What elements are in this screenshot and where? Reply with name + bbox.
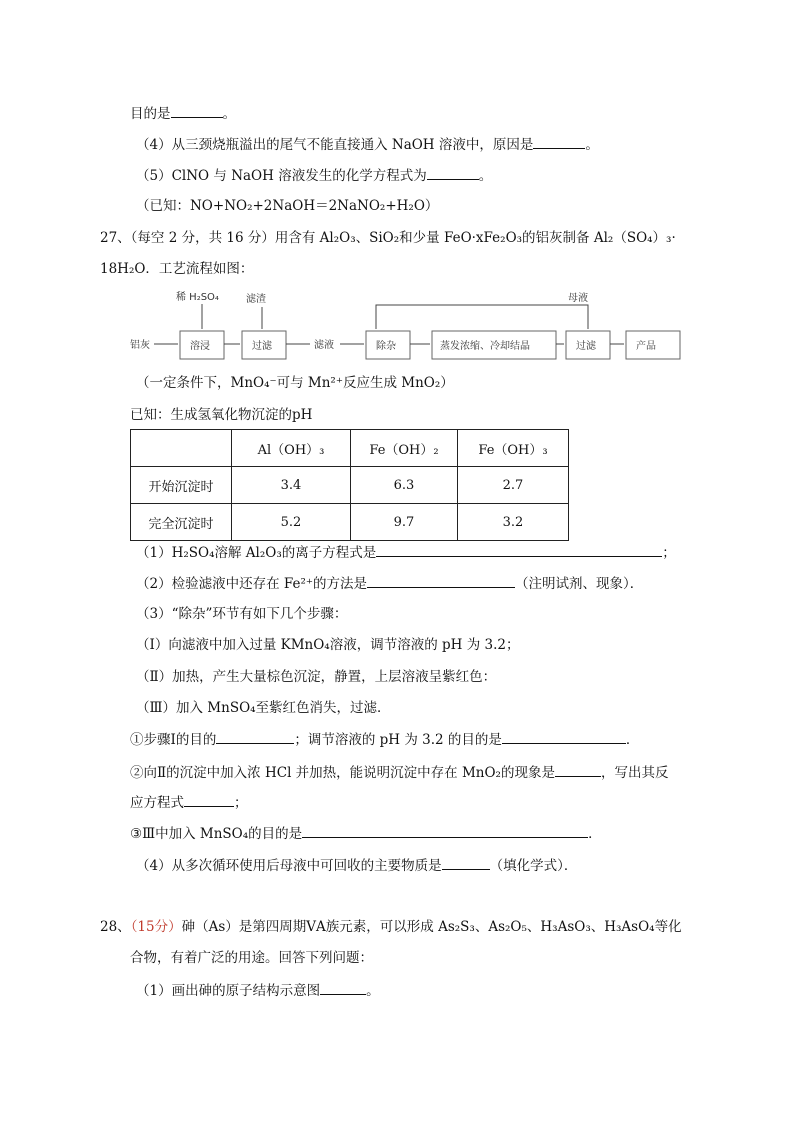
answer-blank[interactable] [320, 980, 366, 995]
answer-blank[interactable] [533, 134, 585, 149]
flow-box-label: 产品 [636, 341, 656, 352]
question-4: （4）从三颈烧瓶溢出的尾气不能直接通入 NaOH 溶液中，原因是 。 [136, 134, 599, 155]
recycle-arrow [376, 305, 588, 329]
sub-question-2: ②向Ⅱ的沉淀中加入浓 HCl 并加热，能说明沉淀中存在 MnO₂的现象是 ，写出其反 [130, 762, 668, 783]
question-27-heading: 27、（每空 2 分，共 16 分）用含有 Al₂O₃、SiO₂和少量 FeO·xFe₂O₃的铝灰制备 Al₂（SO₄）₃· [100, 230, 676, 246]
flow-box-label: 除杂 [376, 341, 396, 352]
flow-filtrate-label: 滤液 [314, 340, 334, 351]
table-cell: 5.2 [232, 504, 351, 541]
answer-blank[interactable] [184, 792, 234, 807]
question-28-heading: 28、（15分）砷（As）是第四周期ⅤA族元素，可以形成 As₂S₃、As₂O₅、H₃AsO₃、H₃AsO₄等化 [100, 919, 682, 935]
line-purpose: 目的是 。 [130, 103, 236, 124]
question-28-1: （1）画出砷的原子结构示意图 。 [136, 980, 380, 1001]
table-cell: 3.4 [232, 467, 351, 504]
answer-blank[interactable] [171, 103, 223, 118]
question-27-2: （2）检验滤液中还存在 Fe²⁺的方法是 （注明试剂、现象）． [136, 573, 643, 594]
ph-table [130, 429, 569, 541]
table-cell: Al（OH）₃ [232, 430, 351, 467]
answer-blank[interactable] [302, 823, 588, 838]
step-3: （Ⅲ）加入 MnSO₄至紫红色消失，过滤． [136, 700, 391, 716]
step-2: （Ⅱ）加热，产生大量棕色沉淀，静置，上层溶液呈紫红色： [136, 669, 497, 685]
table-cell: 3.2 [458, 504, 569, 541]
answer-blank[interactable] [216, 729, 294, 744]
sub-question-1: ①步骤Ⅰ的目的 ；调节溶液的 pH 为 3.2 的目的是 ． [130, 729, 639, 750]
flow-start-label: 铝灰 [130, 340, 150, 351]
table-row [131, 504, 569, 541]
flow-box-label: 过滤 [576, 341, 596, 352]
flow-box-label: 蒸发浓缩、冷却结晶 [440, 341, 530, 352]
table-cell: 6.3 [351, 467, 458, 504]
known-ph-heading: 已知：生成氢氧化物沉淀的pH [130, 407, 313, 423]
question-27-heading-cont: 18H₂O．工艺流程如图： [100, 261, 254, 277]
flow-box-label: 溶浸 [190, 341, 210, 352]
table-cell: Fe（OH）₃ [458, 430, 569, 467]
question-28-heading-cont: 合物，有着广泛的用途。回答下列问题： [130, 950, 373, 966]
table-cell: 完全沉淀时 [131, 504, 232, 541]
table-cell: Fe（OH）₂ [351, 430, 458, 467]
flow-acid-label: 稀 H₂SO₄ [176, 292, 219, 303]
table-cell: 2.7 [458, 467, 569, 504]
table-cell: 开始沉淀时 [131, 467, 232, 504]
answer-blank[interactable] [555, 762, 601, 777]
flow-box-label: 过滤 [252, 341, 272, 352]
sub-question-2-cont: 应方程式 ； [130, 792, 248, 813]
question-5: （5）ClNO 与 NaOH 溶液发生的化学方程式为 。 [136, 165, 492, 186]
score-label: （15分） [130, 919, 182, 935]
answer-blank[interactable] [442, 855, 490, 870]
answer-blank[interactable] [376, 542, 662, 557]
question-27-3: （3）“除杂”环节有如下几个步骤： [136, 606, 348, 622]
question-27-1: （1）H₂SO₄溶解 Al₂O₃的离子方程式是 ； [136, 542, 676, 563]
process-flow-diagram [128, 287, 688, 367]
flow-residue-label: 滤渣 [246, 294, 266, 305]
sub-question-3: ③Ⅲ中加入 MnSO₄的目的是 ． [130, 823, 602, 844]
answer-blank[interactable] [427, 165, 479, 180]
table-header-row [131, 430, 569, 467]
answer-blank[interactable] [502, 729, 626, 744]
note: （一定条件下，MnO₄⁻可与 Mn²⁺反应生成 MnO₂） [136, 375, 454, 391]
answer-blank[interactable] [367, 573, 515, 588]
table-row [131, 467, 569, 504]
step-1: （Ⅰ）向滤液中加入过量 KMnO₄溶液，调节溶液的 pH 为 3.2； [136, 637, 520, 653]
question-27-4: （4）从多次循环使用后母液中可回收的主要物质是 （填化学式）． [136, 855, 577, 876]
table-cell [131, 430, 232, 467]
table-cell: 9.7 [351, 504, 458, 541]
flow-mother-label: 母液 [568, 293, 588, 304]
known-equation: （已知：NO+NO₂+2NaOH＝2NaNO₂+H₂O） [136, 198, 439, 214]
